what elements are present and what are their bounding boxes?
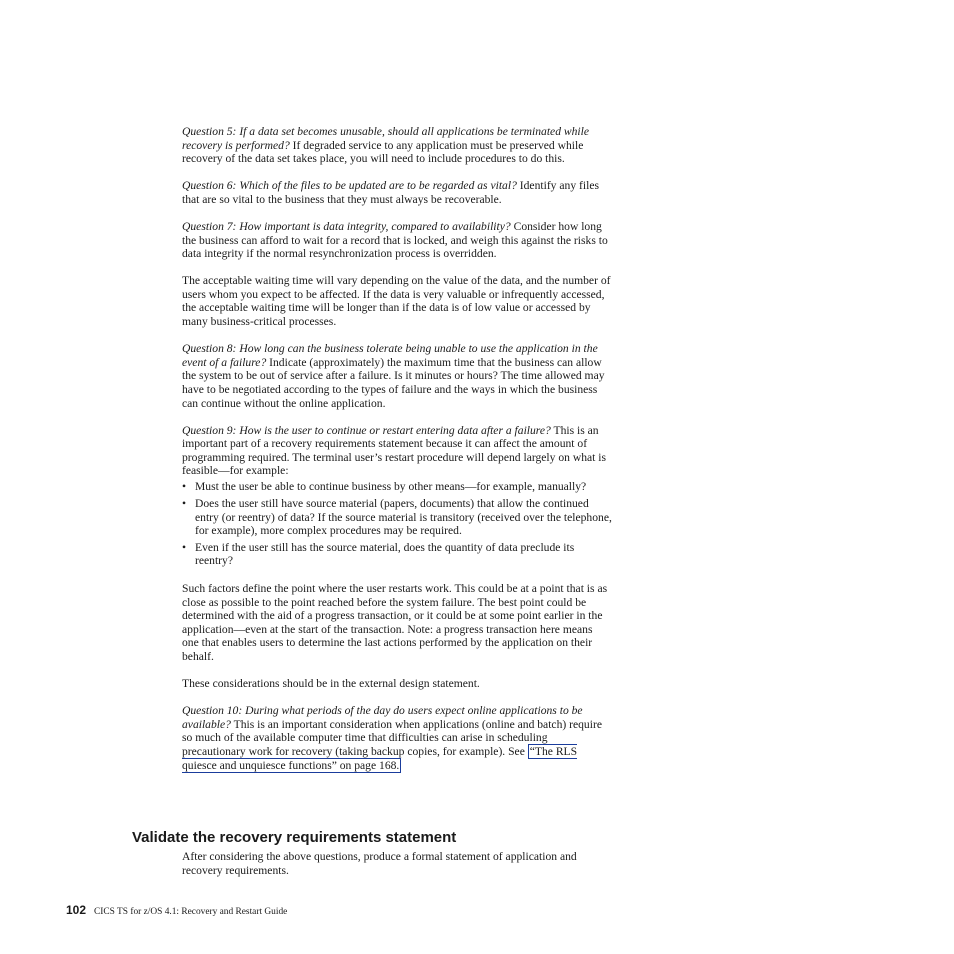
question-6-paragraph [182, 179, 612, 206]
waiting-time-paragraph: The acceptable waiting time will vary depending on the value of the data, and the number of users whom you expect to be affected. If the data is very valuable or infrequently accessed, the acceptable waiting time will be longer than if the data is of low value or accessed by many business-critical processes. [182, 274, 611, 329]
question-5-lead: Question 5: If a data set becomes unusable, should all applications be terminated while recovery is performed? [182, 125, 590, 152]
question-9-paragraph [182, 424, 612, 478]
page-footer [66, 901, 287, 919]
main-text-column [182, 125, 612, 786]
bullet-icon: • [182, 480, 187, 494]
considerations-paragraph: These considerations should be in the external design statement. [182, 677, 480, 691]
after-heading-paragraph: After considering the above questions, produce a formal statement of application and recovery requirements. [182, 850, 577, 877]
book-title: CICS TS for z/OS 4.1: Recovery and Restart Guide [94, 907, 288, 917]
list-item-text: Must the user be able to continue business by other means—for example, manually? [195, 480, 587, 494]
question-5-body: If degraded service to any application must be preserved while recovery of the data set takes place, you will need to include procedures to do this. [182, 138, 584, 166]
question-9-body: This is an important part of a recovery requirements statement because it can affect the amount of programming required. The terminal user’s restart procedure will depend largely on what is feasible—for example: [182, 423, 607, 478]
factors-paragraph: Such factors define the point where the user restarts work. This could be at a point that is as close as possible to the point reached before the system failure. The best point could be determined with the aid of a progress transaction, or it could be at some point earlier in the application—even at the start of the transaction. Note: a progress transaction here means one that enables users to determine the last actions performed by the application on their behalf. [182, 582, 608, 663]
list-item-text: Even if the user still has the source material, does the quantity of data preclude its reentry? [195, 540, 575, 568]
page-number: 102 [66, 903, 87, 917]
section-heading: Validate the recovery requirements statement [132, 829, 457, 846]
bullet-icon: • [182, 540, 187, 554]
question-9-lead: Question 9: How is the user to continue or restart entering data after a failure? [182, 423, 551, 437]
restart-considerations-list [182, 480, 612, 568]
list-item [182, 480, 612, 494]
rls-quiesce-link[interactable]: “The RLS quiesce and unquiesce functions” on page 168. [182, 744, 578, 772]
list-item [182, 497, 612, 538]
question-6-body: Identify any files that are so vital to the business that they must always be recoverable. [182, 179, 599, 206]
question-10-body: This is an important consideration when applications (online and batch) require so much of the available computer time that difficulties can arise in scheduling precautionary work for recovery (taking backup copies, for example). See [182, 717, 602, 758]
question-8-lead: Question 8: How long can the business tolerate being unable to use the application in the event of a failure? [182, 342, 598, 369]
question-7-body: Consider how long the business can afford to wait for a record that is locked, and weigh this against the risks to data integrity if the normal resynchronization process is overridden. [182, 219, 608, 261]
list-item [182, 541, 612, 568]
question-6-lead: Question 6: Which of the files to be updated are to be regarded as vital? [182, 179, 517, 193]
question-7-paragraph [182, 220, 612, 261]
question-8-paragraph [182, 342, 612, 410]
question-8-body: Indicate (approximately) the maximum time that the business can allow the system to be out of service after a failure. Is it minutes or hours? The time allowed may have to be negotiated according to the types of failure and the ways in which the business can continue without the online application. [182, 355, 605, 410]
question-10-lead: Question 10: During what periods of the day do users expect online applications to be available? [182, 704, 583, 731]
question-7-lead: Question 7: How important is data integrity, compared to availability? [182, 219, 511, 233]
bullet-icon: • [182, 497, 187, 511]
question-10-paragraph [182, 704, 612, 772]
list-item-text: Does the user still have source material (papers, documents) that allow the continued entry (or reentry) of data? If the source material is transitory (received over the telephone, for example), more complex procedures may be required. [195, 497, 612, 538]
question-5-paragraph [182, 125, 612, 166]
